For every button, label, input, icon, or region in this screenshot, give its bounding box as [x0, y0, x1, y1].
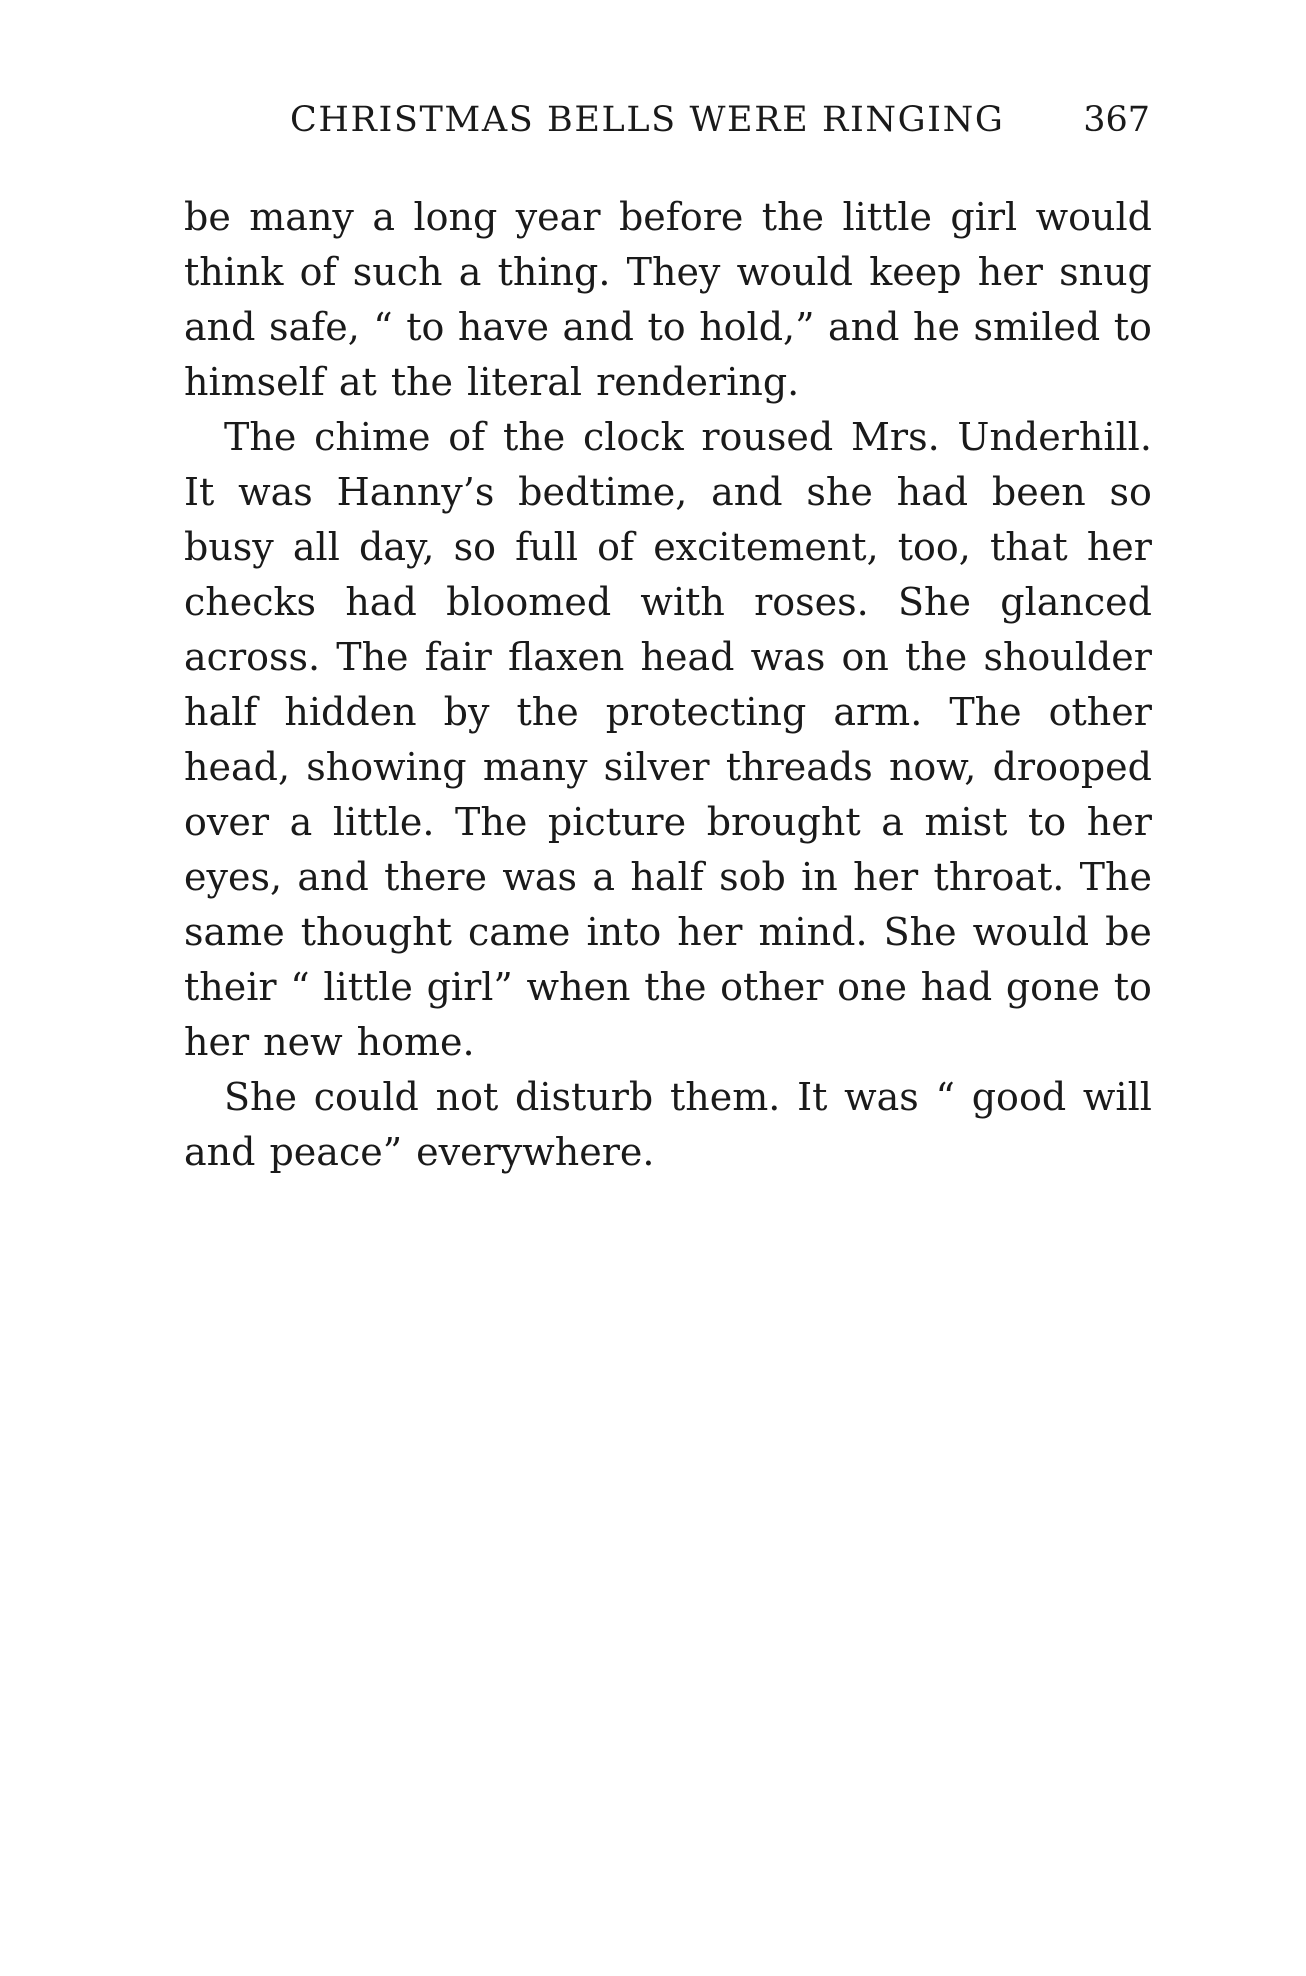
text-line: their “ little girl” when the other one had gone to	[184, 965, 1152, 1009]
text-line: The chime of the clock roused Mrs. Underhill.	[224, 415, 1152, 459]
text-line: and safe, “ to have and to hold,” and he smiled to	[184, 305, 1152, 349]
body-text	[184, 190, 1152, 1180]
paragraph	[184, 410, 1152, 1070]
text-line: himself at the literal rendering.	[184, 360, 800, 404]
text-line: head, showing many silver threads now, drooped	[184, 745, 1152, 789]
text-line: over a little. The picture brought a mist to her	[184, 800, 1152, 844]
text-line: across. The fair flaxen head was on the shoulder	[184, 635, 1152, 679]
paragraph	[184, 190, 1152, 410]
text-line: checks had bloomed with roses. She glanced	[184, 580, 1152, 624]
text-line: It was Hanny’s bedtime, and she had been so	[184, 470, 1152, 514]
running-title: CHRISTMAS BELLS WERE RINGING	[290, 100, 1005, 140]
text-line: think of such a thing. They would keep her snug	[184, 250, 1152, 294]
running-head	[290, 100, 1150, 150]
paragraph	[184, 1070, 1152, 1180]
text-line: eyes, and there was a half sob in her throat. The	[184, 855, 1152, 899]
text-line: half hidden by the protecting arm. The other	[184, 690, 1152, 734]
text-line: and peace” everywhere.	[184, 1130, 655, 1174]
text-line: be many a long year before the little girl would	[184, 195, 1152, 239]
text-line: her new home.	[184, 1020, 475, 1064]
text-line: same thought came into her mind. She would be	[184, 910, 1152, 954]
text-line: She could not disturb them. It was “ good will	[224, 1075, 1152, 1119]
text-line: busy all day, so full of excitement, too, that her	[184, 525, 1152, 569]
page-number: 367	[1083, 100, 1150, 140]
